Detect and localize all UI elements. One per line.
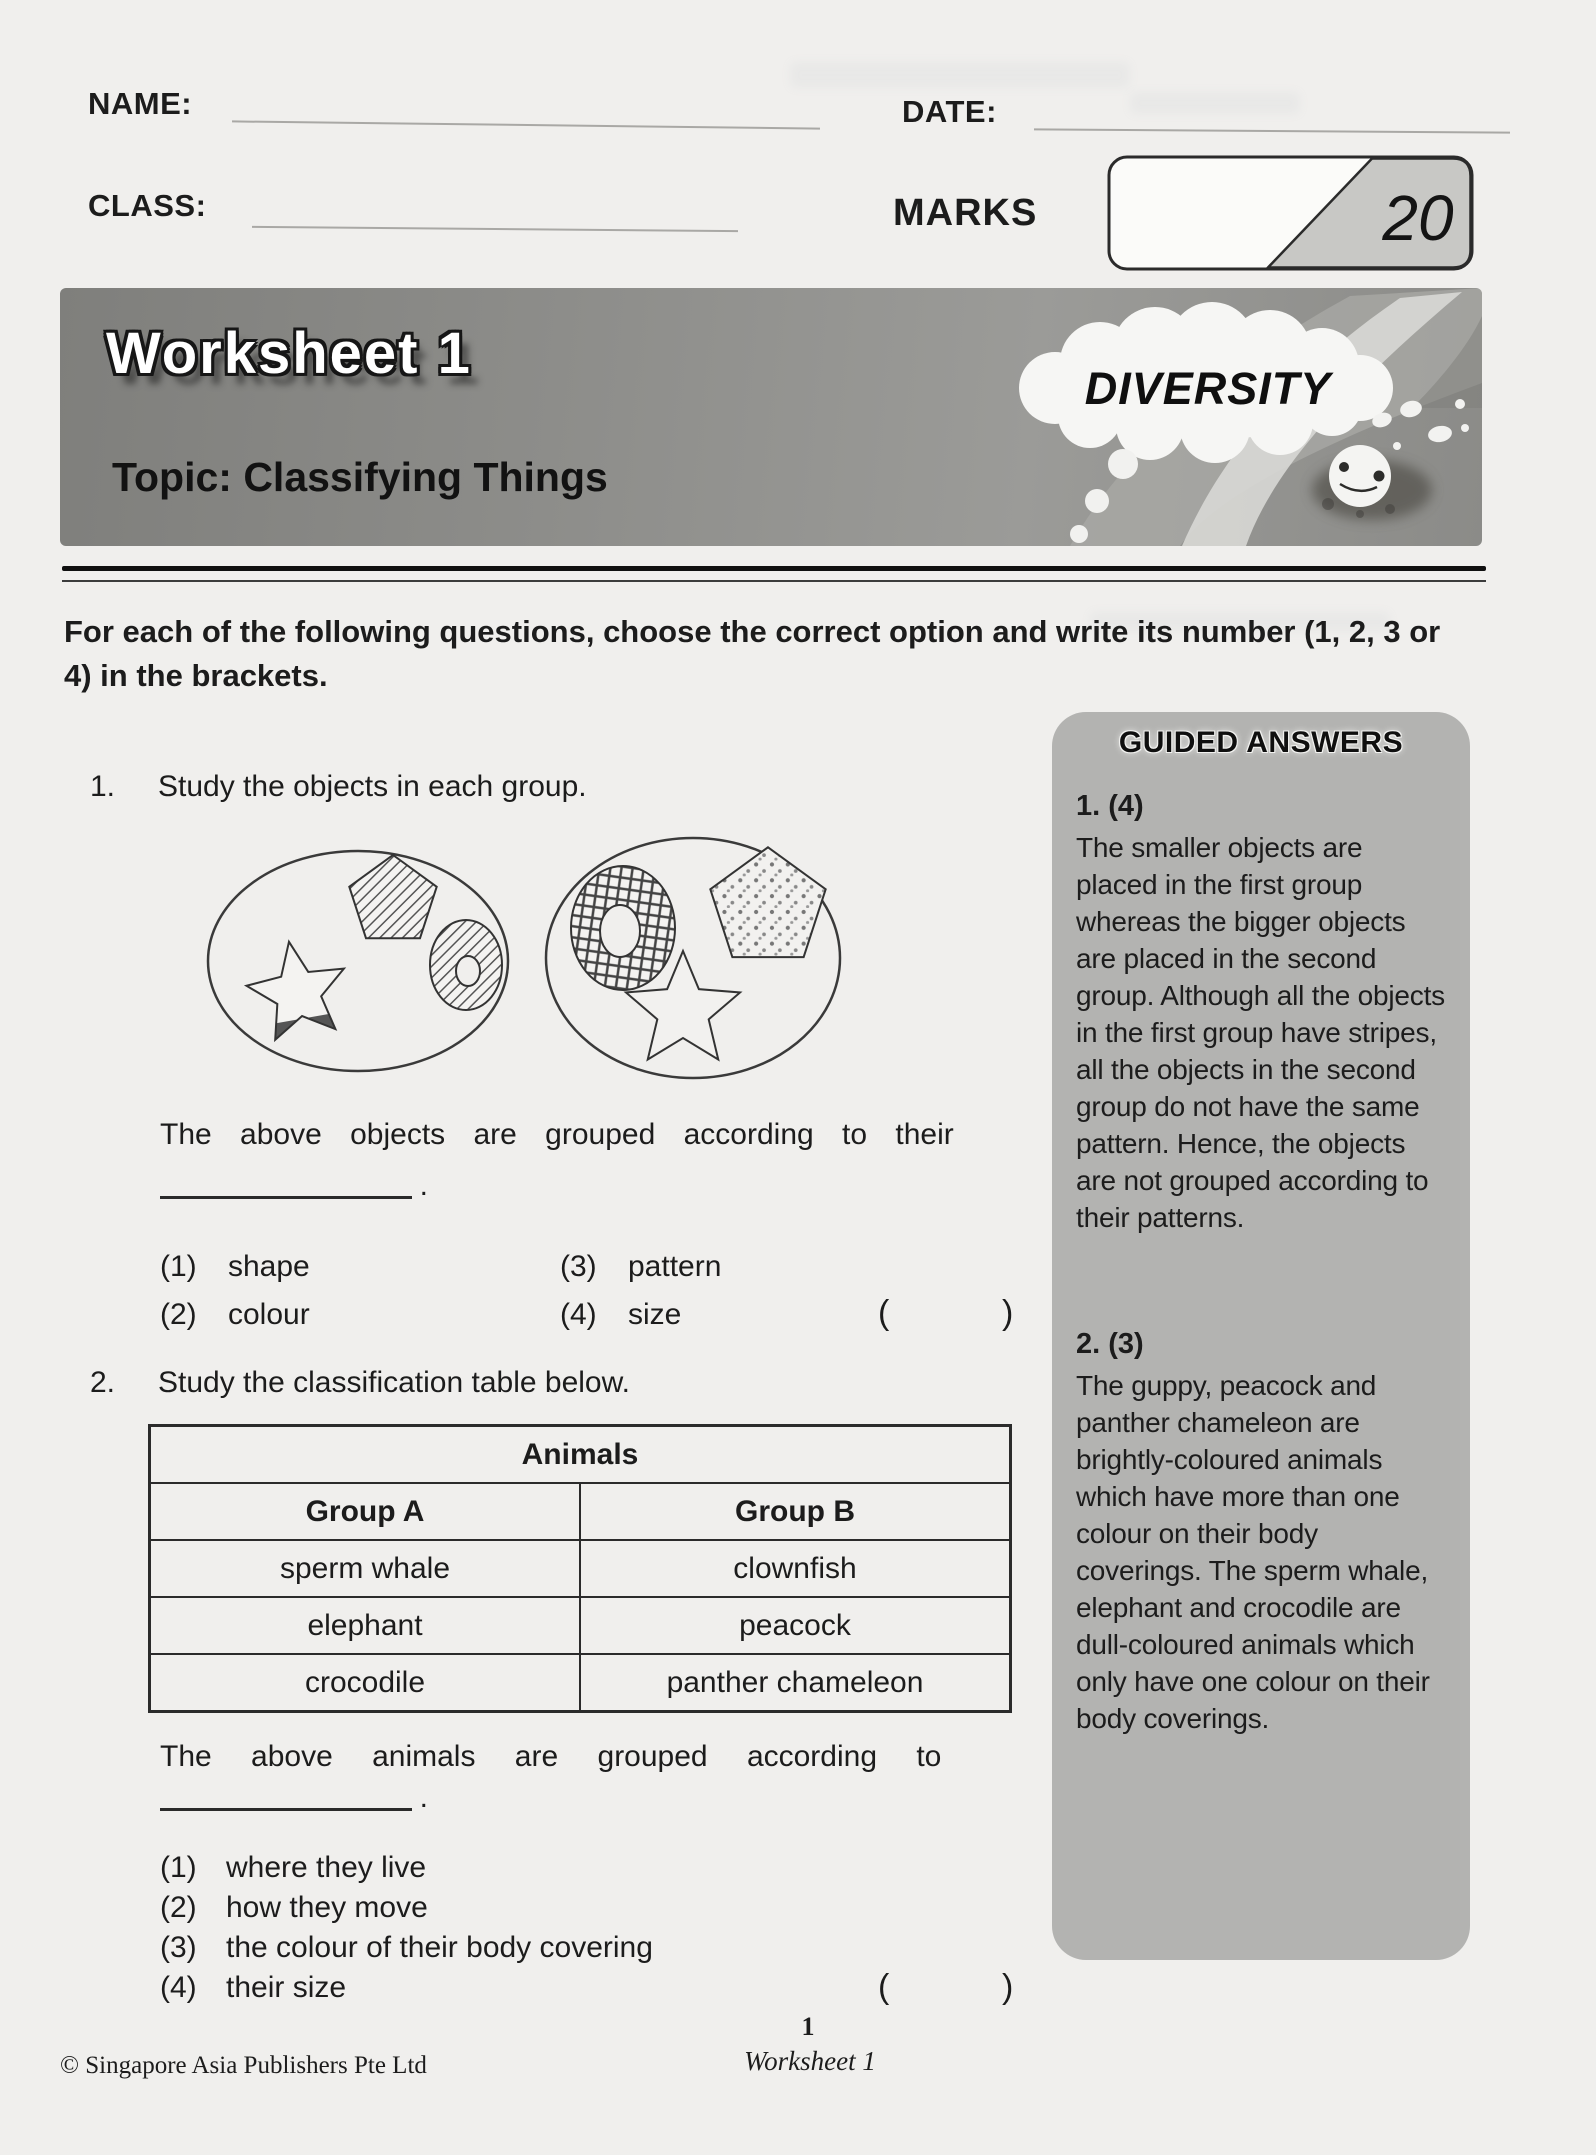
table-cell: panther chameleon bbox=[580, 1654, 1011, 1712]
table-col-group-a: Group A bbox=[150, 1483, 581, 1540]
q1-statement: The above objects are grouped according to their bbox=[160, 1118, 954, 1151]
table-cell: crocodile bbox=[150, 1654, 581, 1712]
footer-worksheet-label: Worksheet 1 bbox=[744, 2046, 876, 2076]
q1-answer-blank[interactable] bbox=[160, 1160, 428, 1202]
bleed-through-artifact bbox=[1130, 92, 1300, 114]
q1-option4-num: (4) bbox=[560, 1298, 597, 1331]
small-striped-star bbox=[240, 933, 354, 1043]
date-label: DATE: bbox=[902, 94, 997, 129]
divider-rule-thin bbox=[62, 580, 1486, 582]
q2-number: 2. bbox=[90, 1366, 116, 1399]
class-fill-line[interactable] bbox=[252, 226, 738, 232]
name-fill-line[interactable] bbox=[232, 120, 820, 129]
q2-option4-text: their size bbox=[226, 1971, 347, 2004]
q1-option3-num: (3) bbox=[560, 1250, 597, 1283]
guided-answers-panel bbox=[1052, 712, 1470, 1960]
marks-box-graphic bbox=[1106, 154, 1476, 272]
q1-option2-num: (2) bbox=[160, 1298, 197, 1331]
mascot-eye bbox=[1374, 471, 1385, 482]
marks-box[interactable] bbox=[1106, 154, 1476, 277]
big-ring-hole bbox=[600, 905, 640, 957]
q2-statement: The above animals are grouped according to bbox=[160, 1740, 942, 1773]
worksheet-title: Worksheet 1 bbox=[106, 321, 472, 386]
q2-option3-num: (3) bbox=[160, 1931, 197, 1964]
q2-option2-text: how they move bbox=[226, 1891, 428, 1924]
q2-option1-num: (1) bbox=[160, 1851, 197, 1884]
banner-theme-label: DIVERSITY bbox=[1084, 363, 1332, 414]
q1-figure bbox=[168, 833, 868, 1096]
marks-total-value: 20 bbox=[1382, 182, 1454, 254]
table-title: Animals bbox=[150, 1426, 1011, 1484]
q1-blank-period: . bbox=[419, 1169, 428, 1202]
q2-answer-blank[interactable] bbox=[160, 1772, 428, 1814]
worksheet-banner bbox=[60, 288, 1482, 546]
q2-prompt: Study the classification table below. bbox=[158, 1366, 630, 1399]
table-cell: peacock bbox=[580, 1597, 1011, 1654]
page-number: 1 bbox=[801, 2012, 815, 2041]
small-ring-hole bbox=[456, 956, 480, 986]
q1-prompt: Study the objects in each group. bbox=[158, 770, 587, 803]
q1-option1-num: (1) bbox=[160, 1250, 197, 1283]
q2-option-list bbox=[160, 1852, 880, 2003]
worksheet-topic: Topic: Classifying Things bbox=[112, 454, 608, 500]
bleed-through-artifact bbox=[790, 62, 1130, 88]
class-label: CLASS: bbox=[88, 188, 207, 223]
q2-answer-bracket-open[interactable]: ( bbox=[878, 1968, 890, 2006]
divider-rule-thick bbox=[62, 566, 1486, 571]
table-row bbox=[150, 1540, 1011, 1597]
q2-option3-text: the colour of their body covering bbox=[226, 1931, 653, 1964]
guided-answer-2-label: 2. (3) bbox=[1076, 1328, 1144, 1360]
marks-label: MARKS bbox=[893, 192, 1038, 234]
name-label: NAME: bbox=[88, 86, 193, 121]
q1-answer-bracket-close[interactable]: ) bbox=[1002, 1294, 1014, 1332]
q2-option2-num: (2) bbox=[160, 1891, 197, 1924]
small-striped-pentagon bbox=[349, 855, 436, 938]
q2-blank-period: . bbox=[419, 1781, 428, 1814]
guided-answer-item bbox=[1076, 1328, 1446, 1737]
copyright-notice: © Singapore Asia Publishers Pte Ltd bbox=[60, 2052, 427, 2079]
table-cell: sperm whale bbox=[150, 1540, 581, 1597]
classification-table bbox=[148, 1424, 1012, 1713]
guided-answers-title: GUIDED ANSWERS bbox=[1118, 726, 1404, 759]
q1-option1-text: shape bbox=[228, 1250, 310, 1283]
q2-option4-num: (4) bbox=[160, 1971, 197, 2004]
guided-answer-2-text: The guppy, peacock and panther chameleon are brightly-coloured animals which have more than one colour on their body coverings. The sperm whale, elephant and crocodile are dull-coloured animals which only have one colour on their body coverings. bbox=[1076, 1370, 1430, 1734]
table-cell: clownfish bbox=[580, 1540, 1011, 1597]
table-row bbox=[150, 1597, 1011, 1654]
guided-answer-1-label: 1. (4) bbox=[1076, 790, 1144, 822]
q1-option4-text: size bbox=[628, 1298, 682, 1331]
date-fill-line[interactable] bbox=[1034, 128, 1510, 133]
table-row bbox=[150, 1654, 1011, 1712]
q2-option1-text: where they live bbox=[226, 1851, 427, 1884]
q1-number: 1. bbox=[90, 770, 116, 803]
table-cell: elephant bbox=[150, 1597, 581, 1654]
guided-answer-item bbox=[1076, 790, 1446, 1236]
q2-answer-bracket-close[interactable]: ) bbox=[1002, 1968, 1014, 2006]
q1-option2-text: colour bbox=[228, 1298, 310, 1331]
q1-answer-bracket-open[interactable]: ( bbox=[878, 1294, 890, 1332]
big-dotted-pentagon bbox=[710, 847, 825, 957]
q1-option3-text: pattern bbox=[628, 1250, 722, 1283]
mascot-eye bbox=[1339, 462, 1349, 472]
guided-answer-1-text: The smaller objects are placed in the first group whereas the bigger objects are placed in the second group. Although all the objects in the first group have stripes, all the objects in the second group do not have the same pattern. Hence, the objects are not grouped according to their patterns. bbox=[1076, 832, 1445, 1233]
table-col-group-b: Group B bbox=[580, 1483, 1011, 1540]
instruction-text: For each of the following questions, choose the correct option and write its number (1, 2, 3 or 4) in the brackets. bbox=[64, 614, 1441, 694]
